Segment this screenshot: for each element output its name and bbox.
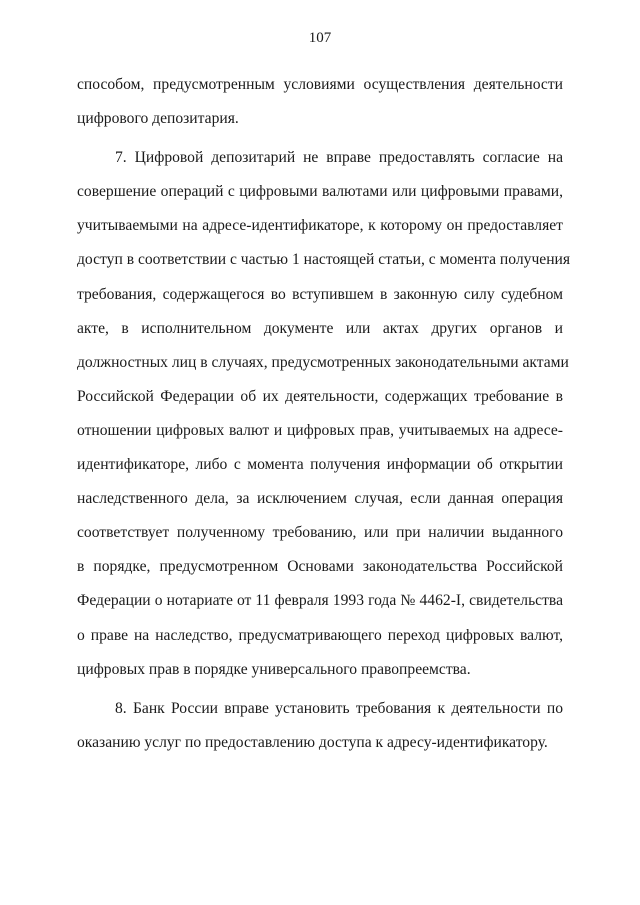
text-line: Федерации о нотариате от 11 февраля 1993 года № 4462-I, свидетельства <box>77 592 563 610</box>
paragraph-8 <box>77 692 563 760</box>
text-line: наследственного дела, за исключением случая, если данная операция <box>77 490 563 508</box>
document-body <box>77 68 571 760</box>
page-number: 107 <box>308 30 332 46</box>
text-line: в порядке, предусмотренном Основами законодательства Российской <box>77 558 563 576</box>
text-line: цифровых прав в порядке универсального правопреемства. <box>77 660 471 678</box>
text-line: требования, содержащегося во вступившем в законную силу судебном <box>77 285 563 303</box>
text-line: совершение операций с цифровыми валютами или цифровыми правами, <box>77 183 563 201</box>
paragraph-continuation <box>77 68 563 136</box>
paragraph-7 <box>77 141 571 687</box>
text-line: соответствует полученному требованию, или при наличии выданного <box>77 524 563 542</box>
text-line: о праве на наследство, предусматривающего переход цифровых валют, <box>77 626 563 644</box>
text-line: 7. Цифровой депозитарий не вправе предоставлять согласие на <box>115 149 563 167</box>
text-line: идентификаторе, либо с момента получения информации об открытии <box>77 456 563 474</box>
text-line: Российской Федерации об их деятельности, содержащих требование в <box>77 387 563 405</box>
text-line: должностных лиц в случаях, предусмотренных законодательными актами <box>77 353 569 371</box>
text-line: способом, предусмотренным условиями осуществления деятельности <box>77 76 563 93</box>
text-line: цифрового депозитария. <box>77 110 239 128</box>
text-line: доступ в соответствии с частью 1 настоящей статьи, с момента получения <box>77 251 571 269</box>
text-line: акте, в исполнительном документе или актах других органов и <box>77 319 563 337</box>
text-line: 8. Банк России вправе установить требования к деятельности по <box>115 699 563 717</box>
text-line: оказанию услуг по предоставлению доступа к адресу-идентификатору. <box>77 733 548 751</box>
text-line: отношении цифровых валют и цифровых прав, учитываемых на адресе- <box>77 421 563 439</box>
text-line: учитываемыми на адресе-идентификаторе, к которому он предоставляет <box>77 217 563 235</box>
